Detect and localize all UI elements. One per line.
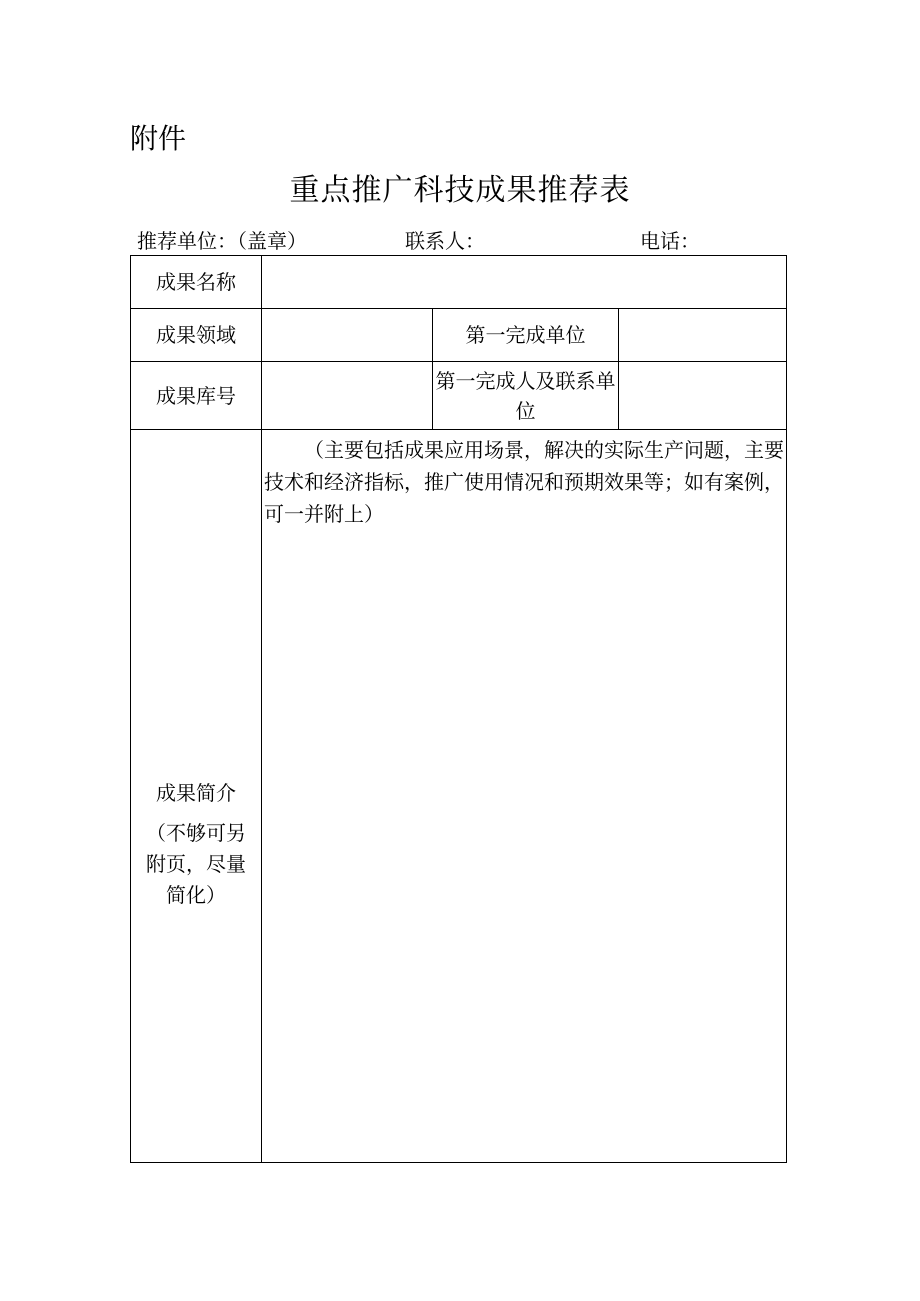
- first-person-field[interactable]: [619, 362, 787, 430]
- first-unit-field[interactable]: [619, 309, 787, 362]
- table-row: [131, 362, 787, 430]
- table-row: [131, 309, 787, 362]
- table-row: [131, 430, 787, 1163]
- table-row: [131, 256, 787, 309]
- summary-field[interactable]: [262, 430, 787, 1163]
- summary-label-cell: [131, 430, 262, 1163]
- first-person-label: 第一完成人及联系单位: [433, 362, 619, 430]
- first-unit-label: 第一完成单位: [433, 309, 619, 362]
- achievement-field-field[interactable]: [262, 309, 433, 362]
- summary-placeholder: （主要包括成果应用场景，解决的实际生产问题，主要技术和经济指标，推广使用情况和预期效果等；如有案例，可一并附上）: [264, 438, 784, 526]
- achievement-field-label: 成果领域: [131, 309, 262, 362]
- contact-label: 联系人：: [405, 229, 485, 253]
- achievement-name-field[interactable]: [262, 256, 787, 309]
- summary-label: 成果简介: [156, 780, 236, 805]
- attachment-label: 附件: [130, 122, 187, 155]
- recommender-label: 推荐单位：（盖章）: [137, 229, 307, 253]
- library-number-field[interactable]: [262, 362, 433, 430]
- summary-note: （不够可另附页，尽量简化）: [146, 820, 246, 907]
- recommendation-form-table: [130, 255, 787, 1163]
- phone-label: 电话：: [640, 229, 700, 253]
- page-title: 重点推广科技成果推荐表: [289, 173, 631, 208]
- library-number-label: 成果库号: [131, 362, 262, 430]
- achievement-name-label: 成果名称: [131, 256, 262, 309]
